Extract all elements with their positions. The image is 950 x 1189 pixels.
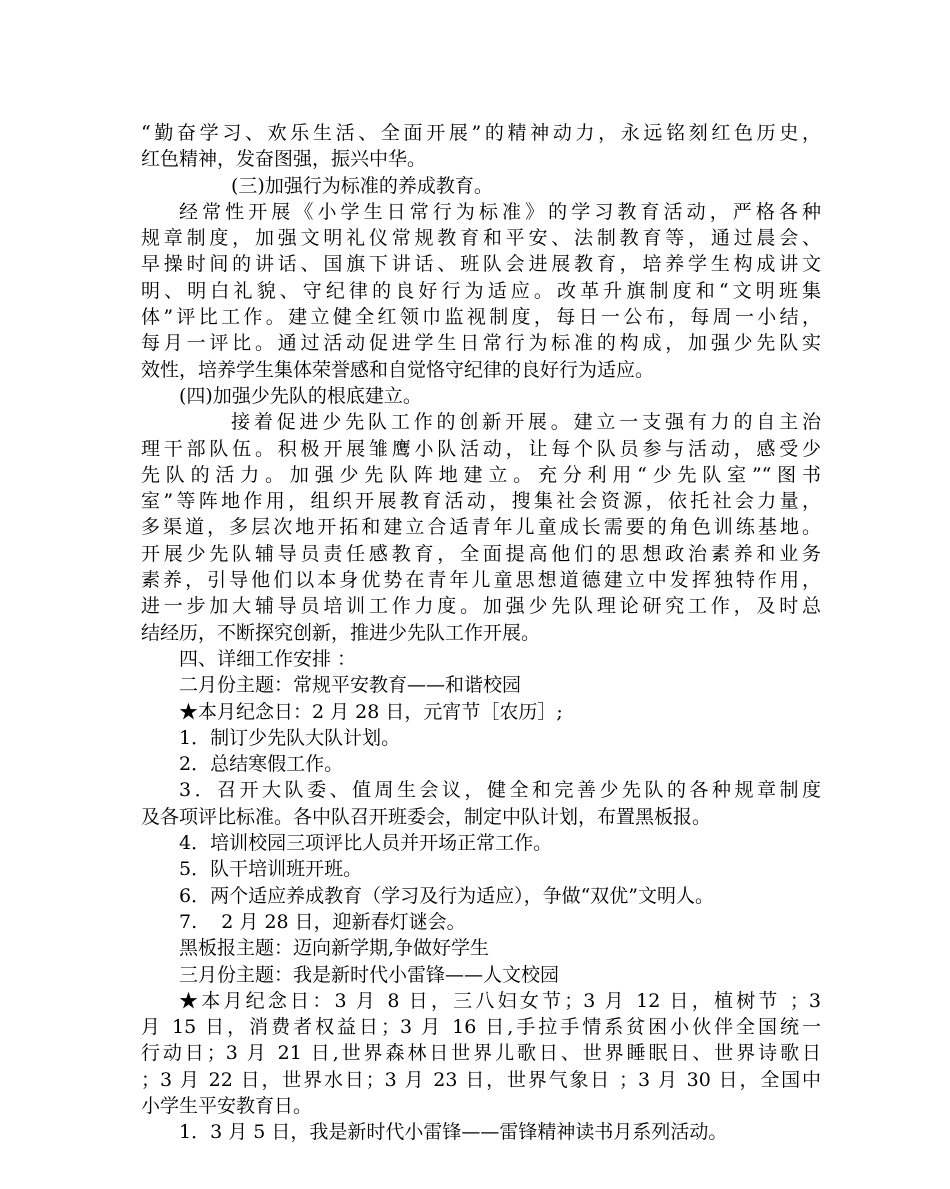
text-line: 1．制订少先队大队计划。 bbox=[179, 726, 401, 749]
text-line: 开展少先队辅导员责任感教育，全面提高他们的思想政治素养和业务 bbox=[141, 542, 821, 565]
text-line: 明、明白礼貌、守纪律的良好行为适应。改革升旗制度和“文明班集 bbox=[141, 279, 821, 302]
text-line: 素养，引导他们以本身优势在青年儿童思想道德建立中发挥独特作用， bbox=[141, 569, 821, 592]
text-line: ★本月纪念日：3 月 8 日，三八妇女节；3 月 12 日，植树节 ；3 bbox=[179, 989, 821, 1012]
text-line: 效性，培养学生集体荣誉感和自觉恪守纪律的良好行为适应。 bbox=[141, 358, 655, 381]
text-line: 红色精神，发奋图强，振兴中华。 bbox=[141, 148, 427, 171]
text-line: 7. 2 月 28 日，迎新春灯谜会。 bbox=[179, 910, 466, 933]
text-line: 四、详细工作安排 ： bbox=[179, 647, 357, 670]
text-line: 小学生平安教育日。 bbox=[141, 1094, 313, 1117]
text-line: 行动日；3 月 21 日,世界森林日世界儿歌日、世界睡眠日、世界诗歌日 bbox=[141, 1042, 821, 1065]
document-body bbox=[141, 120, 821, 1146]
text-line: ；3 月 22 日，世界水日；3 月 23 日，世界气象日 ；3 月 30 日，全国中 bbox=[141, 1068, 821, 1091]
text-line: “勤奋学习、欢乐生活、全面开展”的精神动力，永远铭刻红色历史， bbox=[141, 122, 821, 144]
text-line: 先队的活力。加强少先队阵地建立。充分利用“少先队室”“图书 bbox=[141, 463, 821, 486]
text-line: 多渠道，多层次地开拓和建立合适青年儿童成长需要的角色训练基地。 bbox=[141, 516, 821, 539]
text-line: 1．3 月 5 日，我是新时代小雷锋——雷锋精神读书月系列活动。 bbox=[179, 1121, 728, 1144]
text-line: 理干部队伍。积极开展雏鹰小队活动，让每个队员参与活动，感受少 bbox=[141, 437, 821, 460]
text-line: 每月一评比。通过活动促进学生日常行为标准的构成，加强少先队实 bbox=[141, 332, 821, 355]
text-line: 接着促进少先队工作的创新开展。建立一支强有力的自主治 bbox=[231, 411, 821, 434]
text-line: 及各项评比标准。各中队召开班委会，制定中队计划，布置黑板报。 bbox=[141, 805, 712, 828]
text-line: 三月份主题：我是新时代小雷锋——人文校园 bbox=[179, 963, 560, 986]
text-line: 3．召开大队委、值周生会议，健全和完善少先队的各种规章制度 bbox=[179, 779, 821, 802]
text-line: 黑板报主题：迈向新学期,争做好学生 bbox=[179, 937, 490, 960]
text-line: 室”等阵地作用，组织开展教育活动，搜集社会资源，依托社会力量， bbox=[141, 490, 821, 513]
text-line: 6．两个适应养成教育（学习及行为适应），争做“双优”文明人。 bbox=[179, 884, 715, 907]
text-line: 二月份主题：常规平安教育——和谐校园 bbox=[179, 674, 522, 697]
text-line: 规章制度，加强文明礼仪常规教育和平安、法制教育等，通过晨会、 bbox=[141, 227, 821, 250]
text-line: (三)加强行为标准的养成教育。 bbox=[231, 174, 493, 197]
text-line: 月 15 日，消费者权益日；3 月 16 日,手拉手情系贫困小伙伴全国统一 bbox=[141, 1016, 821, 1039]
text-line: (四)加强少先队的根底建立。 bbox=[179, 384, 422, 407]
text-line: 结经历，不断探究创新，推进少先队工作开展。 bbox=[141, 621, 541, 644]
text-line: 5．队干培训班开班。 bbox=[179, 858, 363, 881]
text-line: 早操时间的讲话、国旗下讲话、班队会进展教育，培养学生构成讲文 bbox=[141, 253, 821, 276]
text-line: ★本月纪念日：2 月 28 日，元宵节［农历］; bbox=[179, 700, 563, 723]
text-line: 经常性开展《小学生日常行为标准》的学习教育活动，严格各种 bbox=[179, 200, 821, 223]
text-line: 4．培训校园三项评比人员并开场正常工作。 bbox=[179, 832, 553, 855]
text-line: 2．总结寒假工作。 bbox=[179, 753, 344, 776]
text-line: 进一步加大辅导员培训工作力度。加强少先队理论研究工作，及时总 bbox=[141, 595, 821, 618]
text-line: 体”评比工作。建立健全红领巾监视制度，每日一公布，每周一小结， bbox=[141, 306, 821, 329]
